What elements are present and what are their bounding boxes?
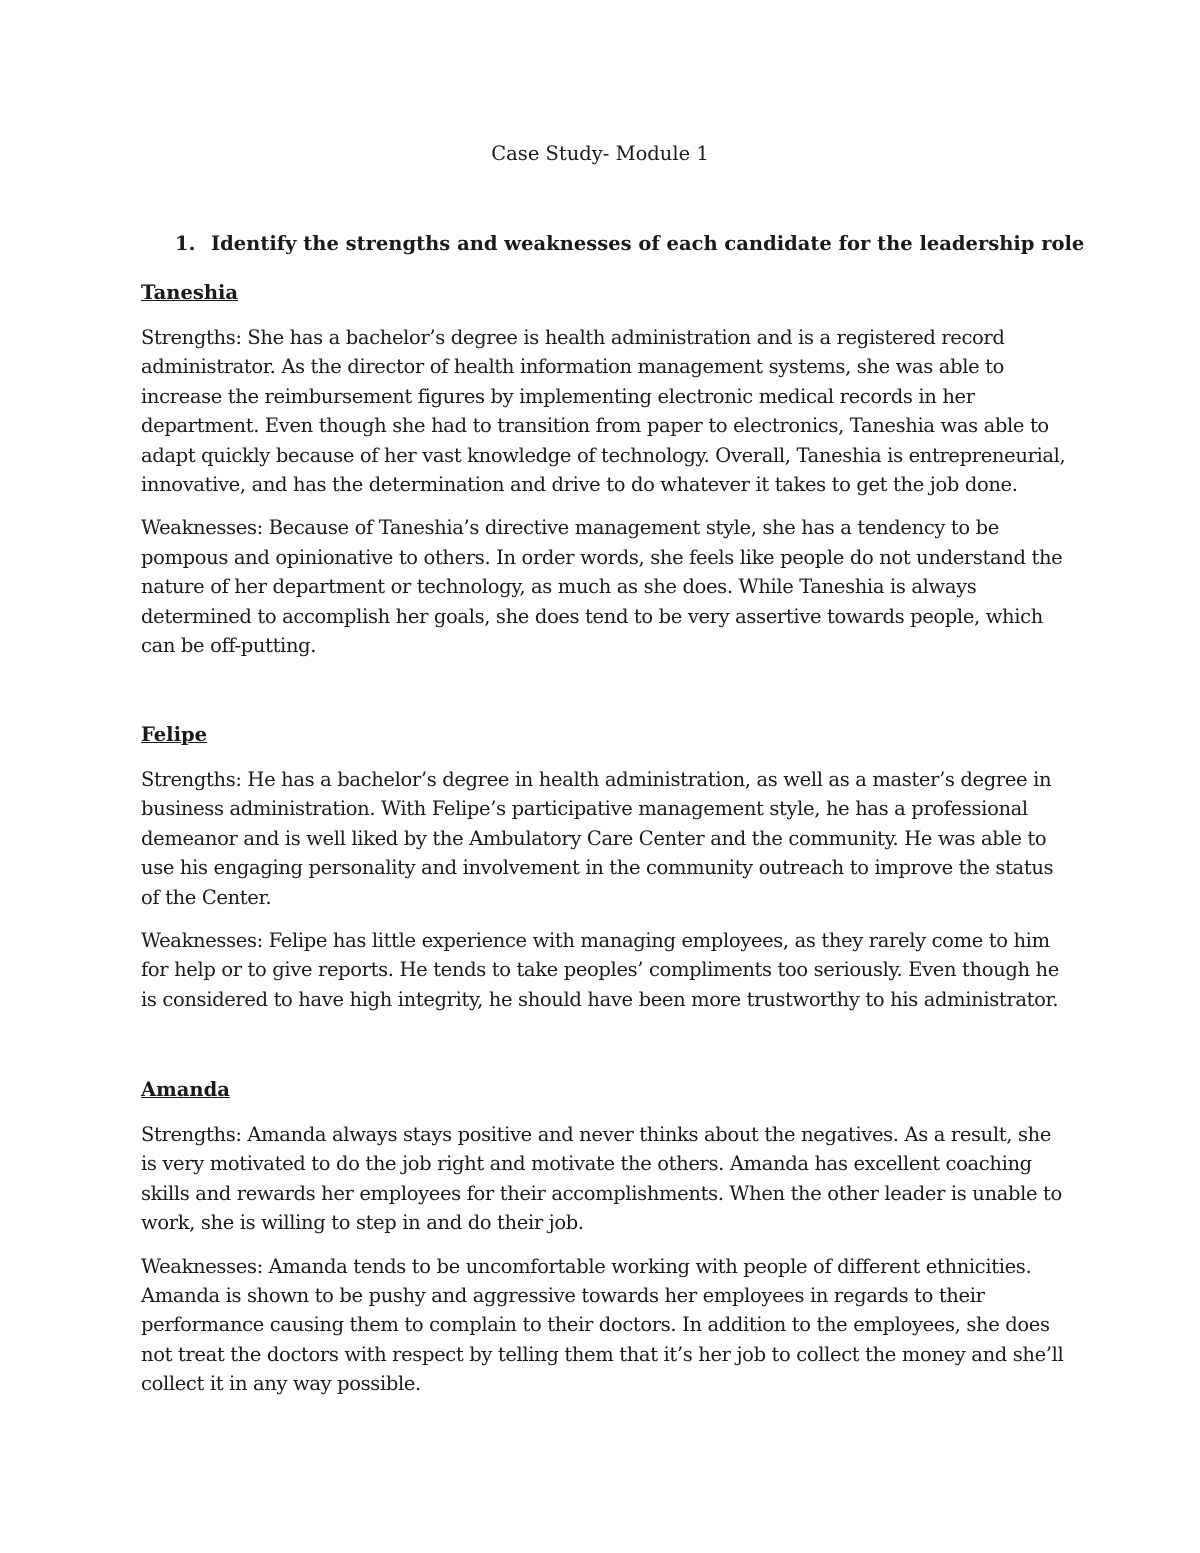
strengths-paragraph: Strengths: He has a bachelor’s degree in health administration, as well as a master’s degree in business administration. With Felipe’s participative management style, he has a professional demeanor and is well liked by the Ambulatory Care Center and the community. He was able to use his engaging personality and involvement in the community outreach to improve the status of the Center. bbox=[141, 768, 1054, 909]
candidate-name: Amanda bbox=[141, 1078, 230, 1101]
candidate-section-felipe bbox=[141, 720, 1066, 1028]
question-text: Identify the strengths and weaknesses of each candidate for the leadership role bbox=[211, 232, 1085, 255]
candidate-section-amanda bbox=[141, 1075, 1066, 1413]
weaknesses-paragraph: Weaknesses: Amanda tends to be uncomfortable working with people of different ethnicities. Amanda is shown to be pushy and aggressive towards her employees in regards to their performance causing them to complain to their doctors. In addition to the employees, she does not treat the doctors with respect by telling them that it’s her job to collect the money and she’ll collect it in any way possible. bbox=[141, 1254, 1064, 1396]
strengths-paragraph: Strengths: Amanda always stays positive and never thinks about the negatives. As a result, she is very motivated to do the job right and motivate the others. Amanda has excellent coaching skills and rewards her employees for their accomplishments. When the other leader is unable to work, she is willing to step in and do their job. bbox=[141, 1123, 1062, 1235]
document-title: Case Study- Module 1 bbox=[491, 142, 709, 165]
candidate-name: Felipe bbox=[141, 723, 208, 746]
strengths-paragraph: Strengths: She has a bachelor’s degree is health administration and is a registered record administrator. As the director of health information management systems, she was able to increase the reimbursement figures by implementing electronic medical records in her department. Even though she had to transition from paper to electronics, Taneshia was able to adapt quickly because of her vast knowledge of technology. Overall, Taneshia is entrepreneurial, innovative, and has the determination and drive to do whatever it takes to get the job done. bbox=[141, 326, 1066, 497]
weaknesses-paragraph: Weaknesses: Felipe has little experience with managing employees, as they rarely come to him for help or to give reports. He tends to take peoples’ compliments too seriously. Even though he is considered to have high integrity, he should have been more trustworthy to his administrator. bbox=[141, 929, 1059, 1011]
question-number: 1. bbox=[175, 232, 196, 255]
candidate-name: Taneshia bbox=[141, 281, 239, 304]
weaknesses-paragraph: Weaknesses: Because of Taneshia’s directive management style, she has a tendency to be pompous and opinionative to others. In order words, she feels like people do not understand the nature of her department or technology, as much as she does. While Taneshia is always determined to accomplish her goals, she does tend to be very assertive towards people, which can be off-putting. bbox=[141, 516, 1063, 658]
candidate-section-taneshia bbox=[141, 278, 1066, 674]
